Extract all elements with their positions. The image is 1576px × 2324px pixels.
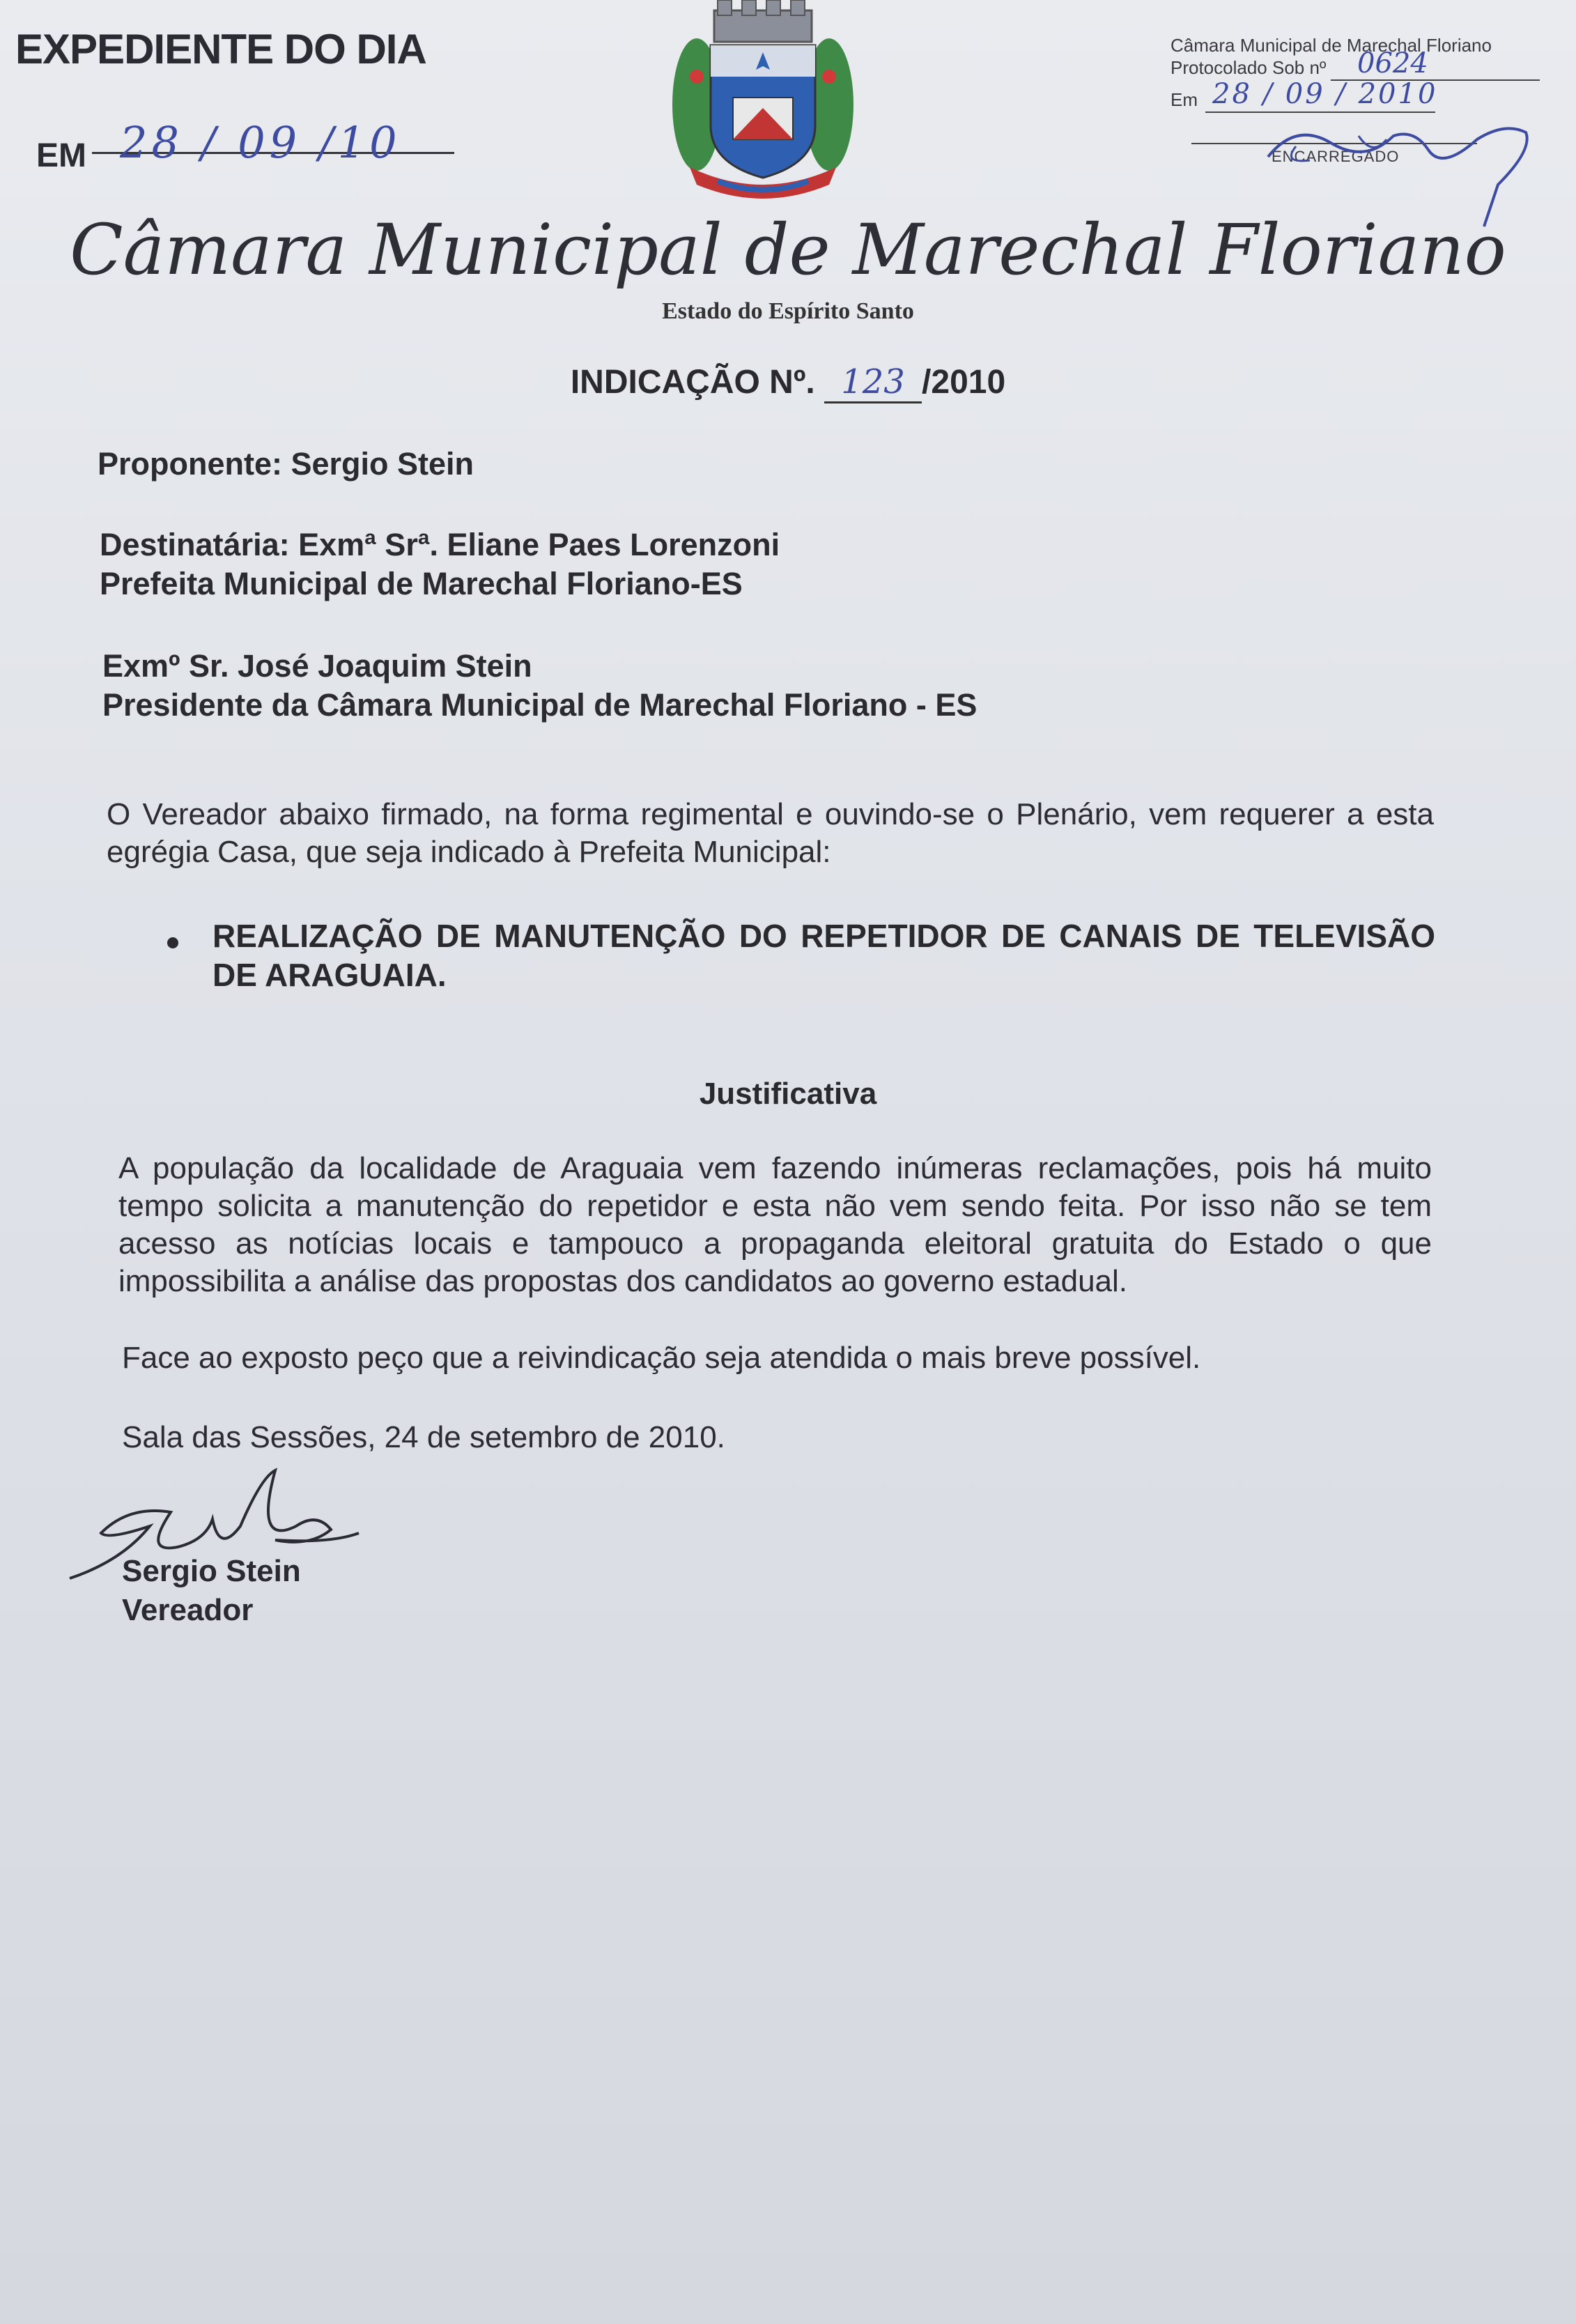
intro-paragraph: O Vereador abaixo firmado, na forma regimental e ouvindo-se o Plenário, vem requerer a esta egrégia Casa, que seja indicado à Prefeita Municipal: xyxy=(107,797,1434,869)
protocol-stamp xyxy=(1171,35,1561,195)
signer-name: Sergio Stein xyxy=(122,1554,301,1588)
institution-state: Estado do Espírito Santo xyxy=(662,298,914,324)
document-number-prefix: INDICAÇÃO Nº. xyxy=(570,364,815,401)
place-date: Sala das Sessões, 24 de setembro de 2010. xyxy=(122,1420,725,1454)
expediente-stamp xyxy=(15,20,461,180)
municipal-coat-of-arms-icon xyxy=(669,0,857,199)
protocol-institution: Câmara Municipal de Marechal Floriano xyxy=(1171,35,1492,56)
protocol-label: Protocolado Sob nº xyxy=(1171,57,1327,78)
document-number xyxy=(0,362,1576,403)
institution-name: Câmara Municipal de Marechal Floriano xyxy=(70,209,1506,291)
proponent: Proponente: Sergio Stein xyxy=(98,446,474,482)
document-number-suffix: /2010 xyxy=(922,364,1006,401)
president-name: Exmº Sr. José Joaquim Stein xyxy=(102,648,532,684)
protocol-em-label: Em xyxy=(1171,89,1198,110)
protocol-number: 0624 xyxy=(1357,47,1428,79)
expediente-em-label: EM xyxy=(36,137,86,174)
expediente-date: 28 / 09 /10 xyxy=(120,117,401,168)
justification-paragraph: A população da localidade de Araguaia vem fazendo inúmeras reclamações, pois há muito tempo solicita a manutenção do repetidor e esta não vem sendo feita. Por isso não se tem acesso as notícias locais e tampouco a propaganda eleitoral gratuita do Estado o que impossibilita a análise das propostas dos candidatos ao governo estadual. xyxy=(118,1151,1432,1298)
recipient-name: Destinatária: Exmª Srª. Eliane Paes Lorenzoni xyxy=(100,527,780,562)
encarregado-label: ENCARREGADO xyxy=(1272,148,1400,165)
protocol-date: 28 / 09 / 2010 xyxy=(1212,78,1438,110)
request-item: REALIZAÇÃO DE MANUTENÇÃO DO REPETIDOR DE CANAIS DE TELEVISÃO DE ARAGUAIA. xyxy=(213,918,1435,993)
expediente-title: EXPEDIENTE DO DIA xyxy=(15,26,426,72)
president-title: Presidente da Câmara Municipal de Marechal Floriano - ES xyxy=(102,687,978,723)
justification-heading: Justificativa xyxy=(699,1077,877,1111)
closing-request: Face ao exposto peço que a reivindicação seja atendida o mais breve possível. xyxy=(122,1341,1201,1375)
document-number-value: 123 xyxy=(824,362,922,403)
recipient-title: Prefeita Municipal de Marechal Floriano-ES xyxy=(100,566,743,601)
signer-role: Vereador xyxy=(122,1593,254,1627)
bullet-icon xyxy=(167,937,178,948)
